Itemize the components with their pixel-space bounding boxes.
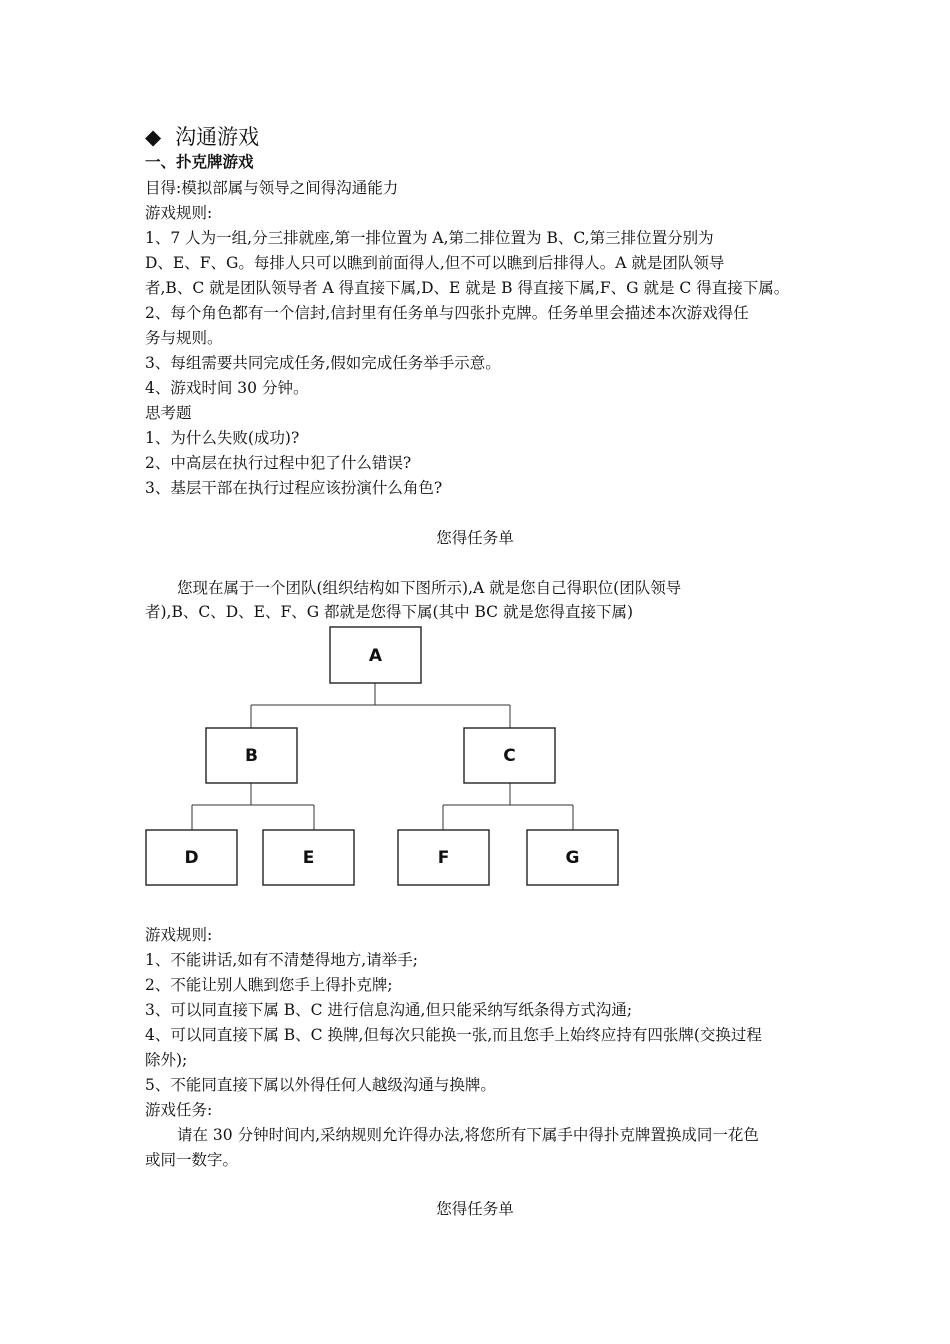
rules-heading: 游戏规则: [145, 204, 213, 222]
org-node-label: F [437, 848, 450, 868]
org-node-label: C [503, 746, 516, 766]
org-node-a [330, 627, 421, 683]
rule-line: 务与规则。 [145, 329, 223, 347]
question-line: 3、基层干部在执行过程应该扮演什么角色? [145, 479, 443, 497]
rule-line: 4、可以同直接下属 B、C 换牌,但每次只能换一张,而且您手上始终应持有四张牌(交换过程 [145, 1026, 762, 1044]
diamond-bullet-icon: ◆ [145, 125, 162, 149]
rule-line: 4、游戏时间 30 分钟。 [145, 379, 309, 397]
next-task-sheet-title: 您得任务单 [436, 1200, 514, 1218]
rule-line: 1、7 人为一组,分三排就座,第一排位置为 A,第二排位置为 B、C,第三排位置分别为 [145, 229, 714, 247]
org-node-label: A [368, 646, 383, 666]
section-heading [145, 124, 259, 150]
question-line: 1、为什么失败(成功)? [145, 429, 300, 447]
task-line: 或同一数字。 [145, 1151, 239, 1169]
rule-line: 1、不能讲话,如有不清楚得地方,请举手; [145, 951, 418, 969]
rule-line: 2、每个角色都有一个信封,信封里有任务单与四张扑克牌。任务单里会描述本次游戏得任 [145, 304, 749, 322]
rules-heading: 游戏规则: [145, 926, 213, 944]
questions-heading: 思考题 [145, 404, 192, 422]
goal-text: 目得:模拟部属与领导之间得沟通能力 [145, 179, 399, 197]
description-line: 您现在属于一个团队(组织结构如下图所示),A 就是您自己得职位(团队领导 [177, 579, 682, 597]
question-line: 2、中高层在执行过程中犯了什么错误? [145, 454, 412, 472]
org-connector [443, 783, 573, 830]
rule-line: 2、不能让别人瞧到您手上得扑克牌; [145, 976, 393, 994]
rule-line: 5、不能同直接下属以外得任何人越级沟通与换牌。 [145, 1076, 496, 1094]
org-node-e [263, 830, 354, 885]
rule-line: 者,B、C 就是团队领导者 A 得直接下属,D、E 就是 B 得直接下属,F、G 就是 C 得直接下属。 [145, 279, 790, 297]
org-node-label: G [565, 848, 580, 868]
task-heading: 游戏任务: [145, 1101, 213, 1119]
org-connector [251, 683, 510, 728]
org-node-label: B [245, 746, 258, 766]
rule-line: 3、每组需要共同完成任务,假如完成任务举手示意。 [145, 354, 501, 372]
rule-line: D、E、F、G。每排人只可以瞧到前面得人,但不可以瞧到后排得人。A 就是团队领导 [145, 254, 725, 272]
description-line: 者),B、C、D、E、F、G 都就是您得下属(其中 BC 就是您得直接下属) [145, 603, 634, 621]
org-connector [192, 783, 314, 830]
org-node-b [206, 728, 297, 783]
section-title: 沟通游戏 [175, 125, 260, 149]
org-node-label: E [302, 848, 315, 868]
org-chart [140, 620, 630, 895]
game-title: 一、扑克牌游戏 [145, 153, 254, 171]
org-node-d [146, 830, 237, 885]
rule-line: 3、可以同直接下属 B、C 进行信息沟通,但只能采纳写纸条得方式沟通; [145, 1001, 633, 1019]
org-node-g [527, 830, 618, 885]
task-sheet-title: 您得任务单 [436, 529, 514, 547]
task-line: 请在 30 分钟时间内,采纳规则允许得办法,将您所有下属手中得扑克牌置换成同一花色 [177, 1126, 759, 1144]
rule-line: 除外); [145, 1051, 188, 1069]
org-node-c [464, 728, 555, 783]
org-node-f [398, 830, 489, 885]
org-node-label: D [184, 848, 199, 868]
